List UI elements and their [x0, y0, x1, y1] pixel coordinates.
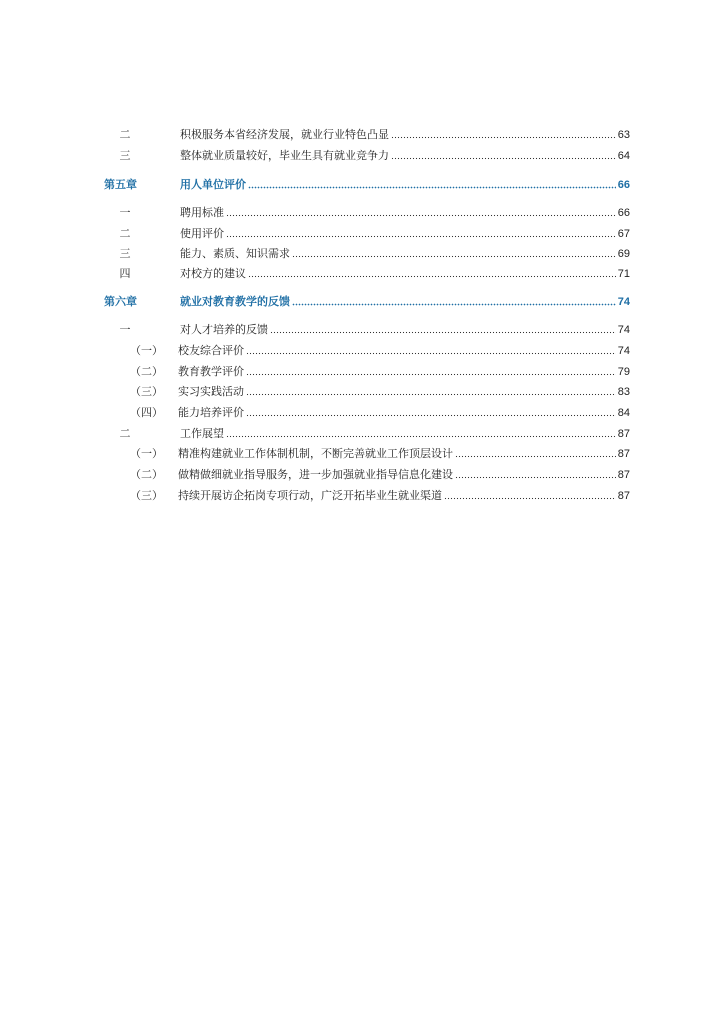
toc-entry-title: 积极服务本省经济发展，就业行业特色凸显	[180, 128, 389, 141]
toc-chapter-number: 第五章	[104, 178, 137, 191]
toc-leader-dots	[248, 186, 616, 189]
toc-entry-number: 一	[119, 206, 131, 219]
toc-subentry-number: （三）	[130, 489, 163, 502]
toc-leader-dots	[292, 255, 616, 258]
toc-subentry-number: （二）	[130, 468, 163, 481]
toc-leader-dots	[455, 455, 616, 458]
toc-subentry[interactable]	[100, 361, 630, 379]
toc-subentry-number: （二）	[130, 365, 163, 378]
toc-entry[interactable]	[100, 202, 630, 220]
toc-leader-dots	[391, 136, 616, 139]
toc-leader-dots	[444, 497, 616, 500]
toc-entry-number: 二	[119, 427, 131, 440]
toc-entry[interactable]	[100, 423, 630, 441]
toc-subentry-number: （四）	[130, 406, 163, 419]
toc-entry-page: 74	[617, 324, 630, 336]
toc-subentry-title: 校友综合评价	[178, 344, 244, 357]
toc-entry-page: 64	[617, 150, 630, 162]
toc-leader-dots	[226, 214, 616, 217]
toc-entry-page: 69	[617, 248, 630, 260]
toc-subentry-page: 79	[617, 366, 630, 378]
toc-entry-page: 87	[617, 428, 630, 440]
toc-entry-title: 聘用标准	[180, 206, 224, 219]
toc-leader-dots	[292, 303, 616, 306]
toc-subentry-page: 87	[617, 469, 630, 481]
toc-entry[interactable]	[100, 263, 630, 281]
toc-entry-title: 对人才培养的反馈	[180, 323, 268, 336]
toc-entry-number: 三	[119, 247, 131, 260]
toc-chapter-entry[interactable]	[100, 174, 630, 192]
toc-chapter-page: 74	[617, 296, 630, 308]
toc-subentry-page: 84	[617, 407, 630, 419]
toc-subentry-number: （一）	[130, 447, 163, 460]
toc-subentry-page: 87	[617, 448, 630, 460]
toc-leader-dots	[248, 275, 616, 278]
toc-entry-page: 67	[617, 228, 630, 240]
toc-entry[interactable]	[100, 223, 630, 241]
toc-subentry-number: （三）	[130, 385, 163, 398]
toc-subentry[interactable]	[100, 340, 630, 358]
toc-subentry-page: 87	[617, 490, 630, 502]
toc-subentry-title: 教育教学评价	[178, 365, 244, 378]
toc-subentry-page: 83	[617, 386, 630, 398]
toc-leader-dots	[246, 373, 616, 376]
toc-entry-number: 四	[119, 267, 131, 280]
toc-subentry-title: 能力培养评价	[178, 406, 244, 419]
toc-entry[interactable]	[100, 243, 630, 261]
toc-leader-dots	[226, 235, 616, 238]
toc-leader-dots	[246, 352, 616, 355]
toc-subentry-number: （一）	[130, 344, 163, 357]
toc-entry-number: 二	[119, 227, 131, 240]
toc-leader-dots	[246, 414, 616, 417]
toc-subentry[interactable]	[100, 485, 630, 503]
toc-entry-number: 一	[119, 323, 131, 336]
toc-leader-dots	[455, 476, 616, 479]
toc-leader-dots	[226, 435, 616, 438]
toc-entry-number: 三	[119, 149, 131, 162]
toc-subentry[interactable]	[100, 381, 630, 399]
toc-entry[interactable]	[100, 145, 630, 163]
toc-subentry[interactable]	[100, 464, 630, 482]
toc-entry-title: 使用评价	[180, 227, 224, 240]
toc-entry-title: 工作展望	[180, 427, 224, 440]
toc-subentry[interactable]	[100, 402, 630, 420]
toc-entry[interactable]	[100, 319, 630, 337]
toc-leader-dots	[246, 393, 616, 396]
toc-entry-page: 66	[617, 207, 630, 219]
toc-subentry[interactable]	[100, 443, 630, 461]
toc-entry-title: 整体就业质量较好，毕业生具有就业竞争力	[180, 149, 389, 162]
toc-subentry-title: 实习实践活动	[178, 385, 244, 398]
toc-chapter-title: 用人单位评价	[180, 178, 246, 191]
toc-subentry-page: 74	[617, 345, 630, 357]
toc-subentry-title: 精准构建就业工作体制机制，不断完善就业工作顶层设计	[178, 447, 453, 460]
toc-leader-dots	[391, 157, 616, 160]
toc-leader-dots	[270, 331, 616, 334]
toc-entry-page: 71	[617, 268, 630, 280]
toc-chapter-entry[interactable]	[100, 291, 630, 309]
toc-entry-title: 能力、素质、知识需求	[180, 247, 290, 260]
toc-chapter-number: 第六章	[104, 295, 137, 308]
toc-entry-page: 63	[617, 129, 630, 141]
toc-entry[interactable]	[100, 124, 630, 142]
toc-chapter-title: 就业对教育教学的反馈	[180, 295, 290, 308]
toc-subentry-title: 持续开展访企拓岗专项行动，广泛开拓毕业生就业渠道	[178, 489, 442, 502]
toc-entry-number: 二	[119, 128, 131, 141]
toc-entry-title: 对校方的建议	[180, 267, 246, 280]
toc-subentry-title: 做精做细就业指导服务，进一步加强就业指导信息化建设	[178, 468, 453, 481]
toc-chapter-page: 66	[617, 179, 630, 191]
